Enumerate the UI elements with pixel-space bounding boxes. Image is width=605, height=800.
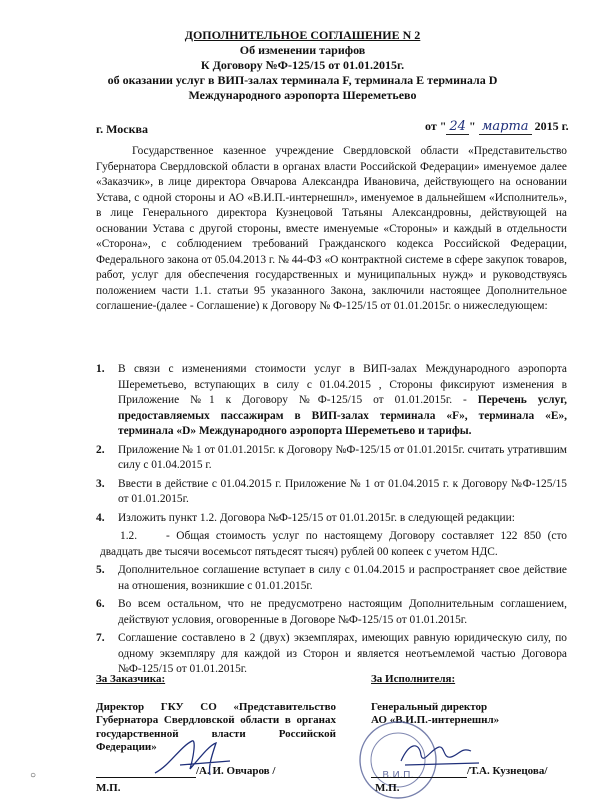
margin-mark: ○: [30, 770, 37, 781]
clause-2: [96, 443, 567, 474]
clause-number: 1.2.: [120, 530, 138, 542]
clause-number: 6.: [96, 598, 105, 610]
clause-5: [96, 563, 567, 594]
clause-text: Дополнительное соглашение вступает в силу с 01.04.2015 и распространяет свое действие на отношения, возникшие с 01.01.2015г.: [118, 564, 567, 592]
date-day-handwritten: 24: [446, 119, 469, 135]
document-date: [425, 119, 569, 135]
contractor-seal-place: М.П.: [375, 782, 400, 794]
clause-text: Ввести в действие с 01.04.2015 г. Приложение № 1 от 01.04.2015 г. к Договору №Ф-125/15 от 01.01.2015г.: [118, 477, 567, 505]
clause-7: [96, 631, 567, 678]
clause-text: Соглашение составлено в 2 (двух) экземплярах, имеющих равную юридическую силу, по одному экземпляру для каждой из Сторон и является неотъемлемой частью Договора №Ф-125/15 от 01.01.2015г.: [118, 632, 567, 675]
customer-heading: За Заказчика:: [96, 673, 166, 685]
doc-subtitle: Об изменении тарифов: [239, 43, 366, 57]
contractor-sign-line: [371, 765, 571, 778]
customer-sign-line: [96, 765, 336, 778]
clauses-list: [96, 362, 567, 681]
clause-text: В связи с изменениями стоимости услуг в ВИП-залах Международного аэропорта Шереметьево, вступающих в силу с 01.04.2015 , Стороны фиксируют изменения в Приложение №1 к Договору №Ф-125/15 от 01.01.2015г. -: [118, 363, 567, 406]
clause-text: Изложить пункт 1.2. Договора №Ф-125/15 от 01.01.2015г. в следующей редакции:: [118, 511, 515, 524]
stamp-text: В.И.П.: [382, 770, 414, 781]
customer-sign-underline: [96, 765, 196, 778]
clause-text: - Общая стоимость услуг по настоящему Договору составляет 122 850 (сто двадцать две тысячи восемьсот пятьдесят тысяч) рублей 00 копеек с учетом НДС.: [100, 530, 567, 558]
clause-bold-text: Перечень услуг, предоставляемых пассажирам в ВИП-залах терминала «F», терминала «E», терминала «D» Международного аэропорта Шереметьево и тарифы.: [118, 394, 567, 437]
date-prefix: от ": [425, 119, 447, 133]
clause-3: [96, 477, 567, 508]
contractor-sign-name: /Т.А. Кузнецова/: [467, 765, 548, 777]
clause-4: [96, 511, 567, 527]
clause-text: Приложение № 1 от 01.01.2015г. к Договору №Ф-125/15 от 01.01.2015г. считать утратившим силу с 01.04.2015 г.: [118, 443, 567, 471]
doc-airport: Международного аэропорта Шереметьево: [188, 88, 417, 102]
date-year: 2015 г.: [531, 119, 569, 133]
clause-text: Во всем остальном, что не предусмотрено настоящим Дополнительным соглашением, действуют условия, оговоренные в Договоре №Ф-125/15 от 01.01.2015г.: [118, 598, 567, 626]
customer-title: Директор ГКУ СО «Представительство Губернатора Свердловской области в органах государственной власти Российской Федерации»: [96, 700, 336, 753]
date-mid: ": [468, 119, 476, 133]
clause-1-2: [96, 529, 567, 560]
contractor-sign-underline: [371, 765, 467, 778]
clause-number: 3.: [96, 477, 105, 490]
clause-6: [96, 597, 567, 628]
place-of-signing: г. Москва: [96, 122, 148, 136]
clause-number: 7.: [96, 632, 105, 644]
date-month-handwritten: марта: [479, 119, 532, 135]
clause-1: [96, 362, 567, 440]
clause-number: 5.: [96, 564, 105, 576]
doc-subject: об оказании услуг в ВИП-залах терминала F, терминала Е терминала D: [107, 73, 498, 87]
customer-sign-name: /А. И. Овчаров /: [196, 765, 276, 777]
doc-contract-ref: К Договору №Ф-125/15 от 01.01.2015г.: [200, 58, 405, 72]
clause-number: 2.: [96, 443, 105, 456]
contractor-company: АО «В.И.П.-интернешнл»: [371, 714, 500, 726]
intro-text: Государственное казенное учреждение Свердловской области «Представительство Губернатора Свердловской области в органах власти Российской Федерации» именуемое далее «Заказчик», в лице директора Овчарова Александра Ивановича, действующего на основании Устава, с одной стороны и АО «В.И.П.-интернешнл», именуемое в дальнейшем «Исполнитель», в лице Генерального директора Кузнецовой Татьяны Александровны, действующей на основании Устава с другой стороны, вместе именуемые «Стороны» и каждый в отдельности «Сторона», с соблюдением требований Гражданского кодекса Российской Федерации, Федерального закона от 05.04.2013 г. № 44-ФЗ «О контрактной системе в сфере закупок товаров, работ, услуг для обеспечения государственных и муниципальных нужд» и руководствуясь положением части 1.1. статьи 95 указанного Закона, заключили настоящее Дополнительное соглашение-(далее - Соглашение) к Договору № Ф-125/15 от 01.01.2015г. о нижеследующем:: [96, 145, 567, 312]
contractor-heading: За Исполнителя:: [371, 673, 456, 685]
intro-paragraph: [96, 144, 567, 315]
contractor-position: Генеральный директор: [371, 700, 488, 713]
clause-number: 4.: [96, 511, 105, 524]
doc-title: ДОПОЛНИТЕЛЬНОЕ СОГЛАШЕНИЕ N 2: [184, 28, 421, 42]
clause-number: 1.: [96, 363, 105, 375]
document-header: [80, 28, 525, 103]
customer-seal-place: М.П.: [96, 782, 121, 794]
